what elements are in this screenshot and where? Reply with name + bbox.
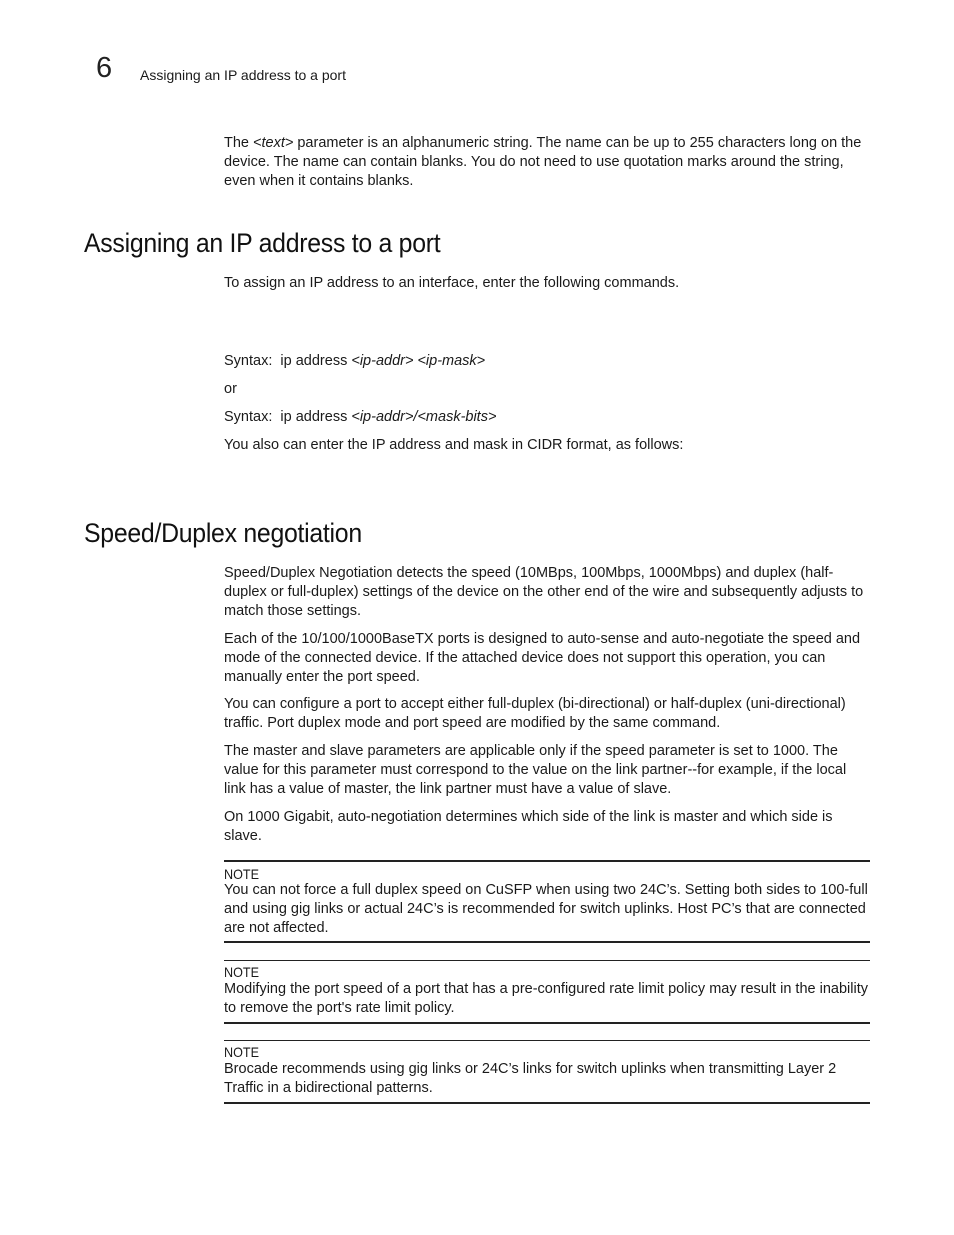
text-parameter: <text>: [253, 135, 294, 151]
note-top-rule: [224, 1040, 870, 1041]
note-bottom-rule: [224, 941, 870, 943]
note-top-rule: [224, 860, 870, 862]
cidr-text: You also can enter the IP address and mask in CIDR format, as follows:: [224, 437, 684, 453]
syntax-line-2: Syntax: ip address <ip-addr>/<mask-bits>: [224, 409, 497, 425]
note-label: NOTE: [224, 1044, 260, 1060]
running-title: Assigning an IP address to a port: [140, 67, 346, 83]
note-bottom-rule: [224, 1102, 870, 1104]
note-bottom-rule: [224, 1022, 870, 1024]
paragraph: On 1000 Gigabit, auto-negotiation determines which side of the link is master and which side is slave.: [224, 809, 833, 844]
note-box: [224, 1040, 870, 1106]
section-heading-ip-address: Assigning an IP address to a port: [84, 228, 441, 258]
syntax-line-1: Syntax: ip address <ip-addr> <ip-mask>: [224, 353, 486, 369]
note-box: [224, 960, 870, 1026]
paragraph: You can configure a port to accept either full-duplex (bi-directional) or half-duplex (uni-directional) traffic. Port duplex mode and port speed are modified by the same command.: [224, 696, 846, 731]
note-top-rule: [224, 960, 870, 961]
paragraph: The master and slave parameters are applicable only if the speed parameter is set to 1000. The value for this parameter must correspond to the value on the link partner--for example, if the local link has a value of master, the link partner must have a value of slave.: [224, 743, 847, 797]
note-text: Modifying the port speed of a port that has a pre-configured rate limit policy may result in the inability to remove the port's rate limit policy.: [224, 981, 868, 1016]
section1-intro: To assign an IP address to an interface, enter the following commands.: [224, 275, 680, 291]
note-text: You can not force a full duplex speed on CuSFP when using two 24C’s. Setting both sides to 100-full and using gig links or actual 24C’s is recommended for switch uplinks. Host PC’s that are connected are not affected.: [224, 882, 868, 936]
note-label: NOTE: [224, 964, 260, 980]
note-text: Brocade recommends using gig links or 24C’s links for switch uplinks when transmitting Layer 2 Traffic in a bidirectional patterns.: [224, 1061, 837, 1096]
note-label: NOTE: [224, 866, 260, 882]
paragraph: Each of the 10/100/1000BaseTX ports is designed to auto-sense and auto-negotiate the speed and mode of the connected device. If the attached device does not support this operation, you can manually enter the port speed.: [224, 631, 861, 685]
paragraph: Speed/Duplex Negotiation detects the speed (10MBps, 100Mbps, 1000Mbps) and duplex (half-duplex or full-duplex) settings of the device on the other end of the wire and subsequently adjusts to match those settings.: [224, 565, 864, 619]
intro-paragraph: The <text> parameter is an alphanumeric string. The name can be up to 255 characters long on the device. The name can contain blanks. You do not need to use quotation marks around the string, even when it contains blanks.: [224, 135, 862, 189]
section-heading-speed-duplex: Speed/Duplex negotiation: [84, 518, 362, 548]
or-text: or: [224, 381, 237, 397]
chapter-number: 6: [96, 52, 113, 84]
note-box: [224, 860, 870, 945]
